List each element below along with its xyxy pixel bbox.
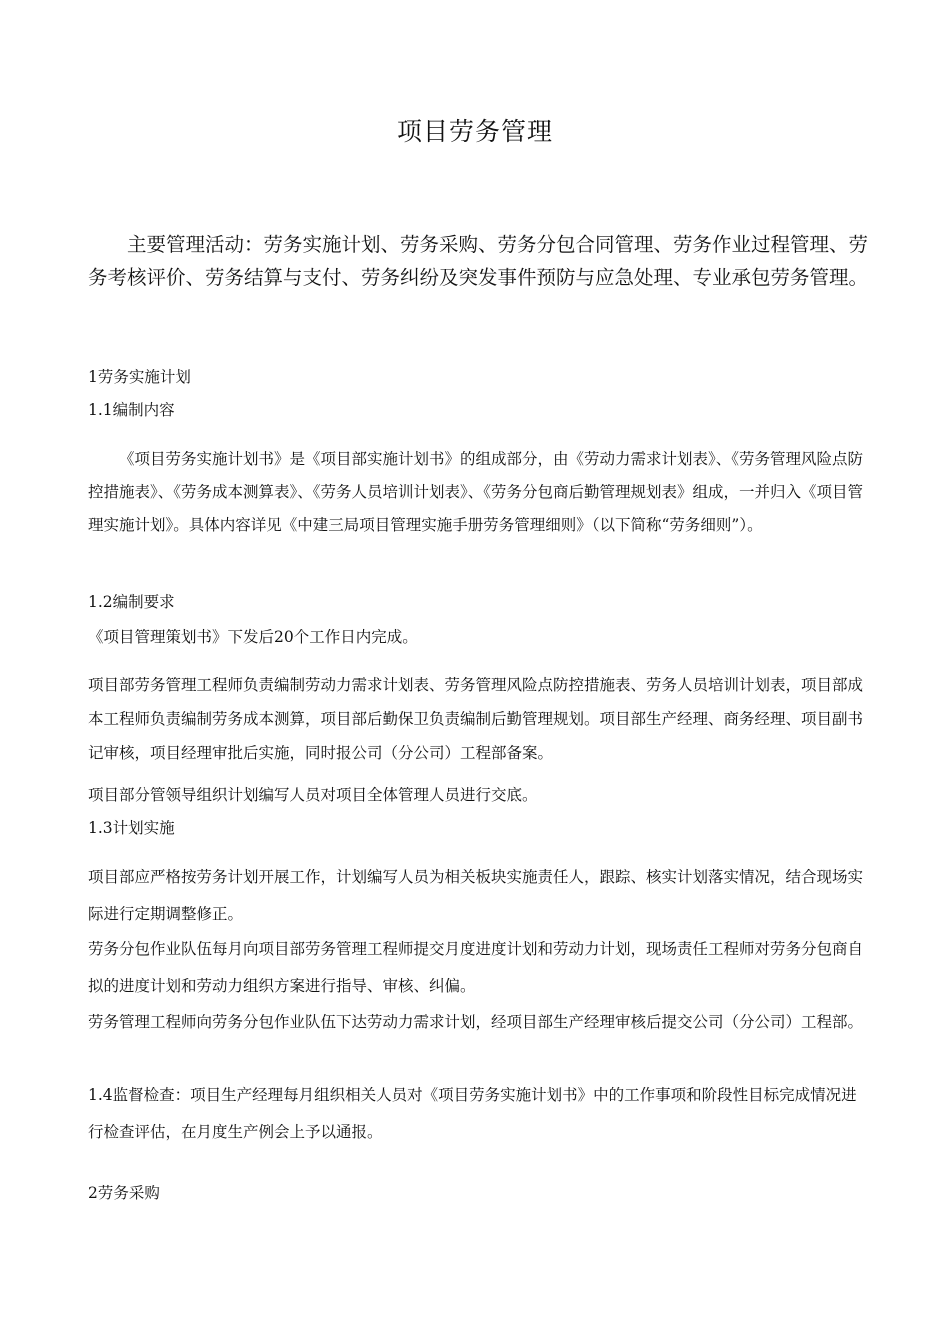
section-1-3-heading: 1.3计划实施 (88, 819, 175, 837)
section-1-3-paragraph-1: 项目部应严格按劳务计划开展工作，计划编写人员为相关板块实施责任人，跟踪、核实计划落实情况，结合现场实际进行定期调整修正。 (88, 868, 864, 923)
section-1-heading: 1劳务实施计划 (88, 368, 191, 386)
document-title: 项目劳务管理 (396, 117, 553, 146)
section-1-2-paragraph-3: 项目部分管领导组织计划编写人员对项目全体管理人员进行交底。 (88, 786, 538, 804)
section-1-2-heading: 1.2编制要求 (88, 593, 175, 611)
section-1-2-paragraph-1: 《项目管理策划书》下发后20个工作日内完成。 (88, 628, 418, 646)
section-1-2-paragraph-2: 项目部劳务管理工程师负责编制劳动力需求计划表、劳务管理风险点防控措施表、劳务人员培训计划表，项目部成本工程师负责编制劳务成本测算，项目部后勤保卫负责编制后勤管理规划。项目部生产经理、商务经理、项目副书记审核，项目经理审批后实施，同时报公司（分公司）工程部备案。 (88, 676, 864, 762)
intro-paragraph: 主要管理活动：劳务实施计划、劳务采购、劳务分包合同管理、劳务作业过程管理、劳务考核评价、劳务结算与支付、劳务纠纷及突发事件预防与应急处理、专业承包劳务管理。 (88, 233, 869, 289)
section-1-3-paragraph-2: 劳务分包作业队伍每月向项目部劳务管理工程师提交月度进度计划和劳动力计划，现场责任工程师对劳务分包商自拟的进度计划和劳动力组织方案进行指导、审核、纠偏。 (88, 940, 864, 995)
section-2-heading: 2劳务采购 (88, 1184, 160, 1202)
section-1-4-paragraph: 1.4监督检查：项目生产经理每月组织相关人员对《项目劳务实施计划书》中的工作事项和阶段性目标完成情况进行检查评估，在月度生产例会上予以通报。 (88, 1086, 857, 1141)
section-1-1-paragraph: 《项目劳务实施计划书》是《项目部实施计划书》的组成部分，由《劳动力需求计划表》、《劳务管理风险点防控措施表》、《劳务成本测算表》、《劳务人员培训计划表》、《劳务分包商后勤管理规划表》组成，一并归入《项目管理实施计划》。具体内容详见《中建三局项目管理实施手册劳务管理细则》（以下简称“劳务细则”）。 (88, 450, 864, 534)
section-1-1-heading: 1.1编制内容 (88, 401, 175, 419)
section-1-3-paragraph-3: 劳务管理工程师向劳务分包作业队伍下达劳动力需求计划，经项目部生产经理审核后提交公司（分公司）工程部。 (88, 1013, 864, 1031)
